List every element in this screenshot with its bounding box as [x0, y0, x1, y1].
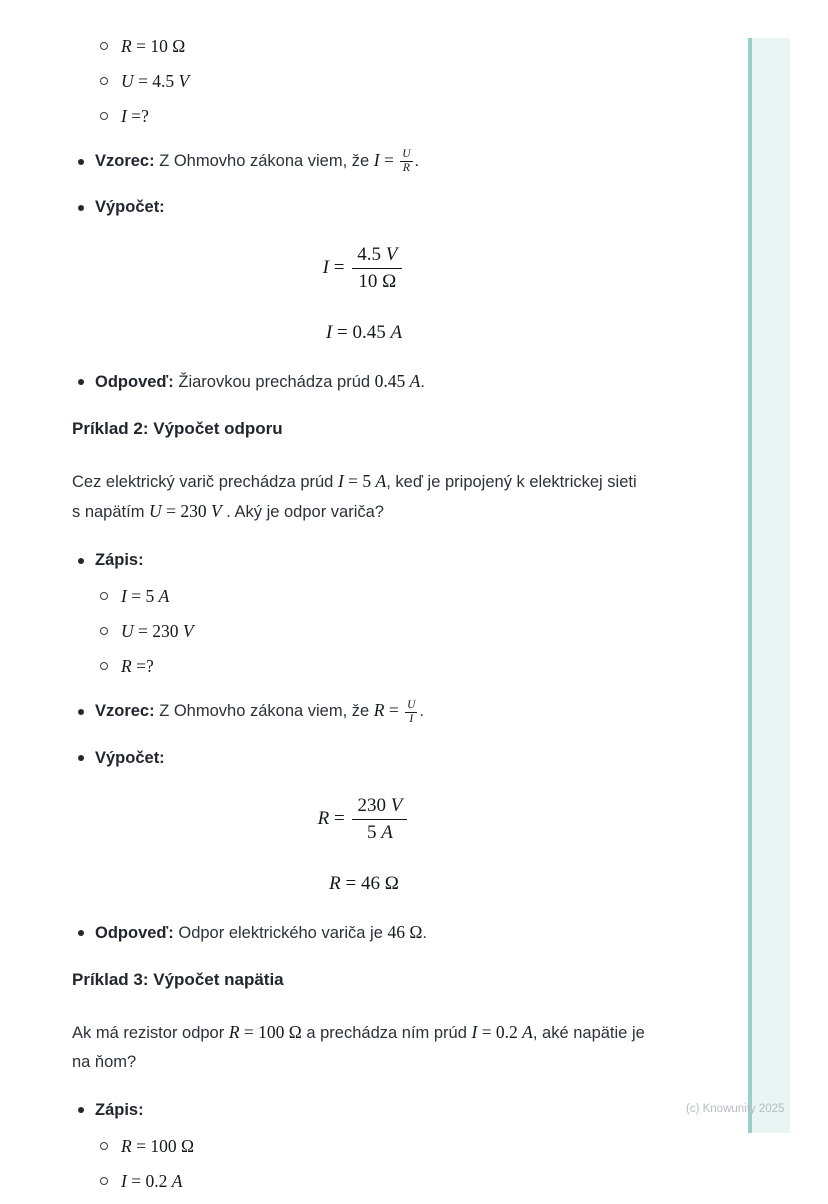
math-token: R	[373, 700, 385, 721]
bullet-body	[95, 920, 427, 946]
math-token: A	[381, 821, 393, 843]
math-token: R	[329, 872, 341, 894]
inline-math	[373, 698, 420, 725]
text-segment: s napätím	[72, 503, 150, 522]
inline-math	[149, 501, 222, 521]
math-token: R	[121, 1135, 132, 1156]
circle-bullet-marker	[100, 1177, 108, 1185]
bullet-body	[95, 369, 425, 395]
circle-bullet-marker	[100, 662, 108, 670]
circle-bullet-marker	[100, 627, 108, 635]
math-token: A	[409, 371, 421, 392]
circle-bullet-marker	[100, 592, 108, 600]
inline-math	[121, 584, 169, 608]
document-content	[72, 34, 656, 1204]
math-token: Ω	[288, 1021, 302, 1042]
math-token: U	[407, 698, 416, 711]
math-token: R	[402, 162, 410, 175]
text-segment: .	[419, 702, 425, 721]
fraction	[405, 699, 417, 726]
math-token: 46	[387, 921, 410, 942]
math-token: =	[329, 257, 350, 279]
math-token: 100	[150, 1135, 181, 1156]
math-token: 230	[152, 621, 183, 642]
math-token: Ω	[384, 872, 399, 894]
sub-list-item	[100, 69, 656, 93]
math-token: A	[158, 586, 170, 607]
sub-list-item	[100, 104, 656, 128]
inline-math	[121, 654, 154, 678]
text-segment: .	[420, 373, 425, 392]
side-accent-bar	[748, 38, 790, 1133]
math-token: 100	[258, 1021, 289, 1042]
math-token: Ω	[172, 36, 186, 56]
bullet-label: Vzorec:	[95, 702, 160, 721]
math-token: A	[375, 471, 387, 492]
watermark: (c) Knowunity 2025	[686, 1103, 785, 1115]
sub-list-item	[100, 1134, 656, 1158]
bullet-item	[72, 746, 656, 771]
display-equation	[72, 243, 656, 294]
sub-list-item	[100, 619, 656, 643]
paragraph-line	[72, 1018, 656, 1048]
math-token: I	[121, 1170, 127, 1191]
math-token: U	[121, 71, 134, 91]
disc-bullet-marker	[78, 558, 84, 564]
section-heading: Príklad 2: Výpočet odporu	[72, 419, 283, 439]
display-equation	[72, 871, 656, 897]
bullet-item	[72, 148, 656, 175]
math-token: I	[409, 712, 414, 725]
disc-bullet-marker	[78, 379, 84, 385]
inline-math	[375, 371, 421, 391]
math-token: =	[343, 471, 363, 492]
math-token: =?	[126, 106, 149, 126]
fraction-denominator	[400, 162, 412, 175]
sub-list	[72, 34, 656, 139]
bullet-item	[72, 369, 656, 395]
bullet-label: Odpoveď:	[95, 923, 179, 942]
paragraph-line	[72, 1048, 656, 1077]
math-token: =	[161, 501, 181, 522]
sub-list-item	[100, 584, 656, 608]
text-segment: Cez elektrický varič prechádza prúd	[72, 473, 338, 492]
inline-math	[387, 922, 422, 942]
display-equation	[72, 794, 656, 845]
disc-bullet-marker	[78, 205, 84, 211]
text-segment: , keď je pripojený k elektrickej sieti	[386, 473, 637, 492]
text-segment: na ňom?	[72, 1052, 137, 1071]
bullet-item	[72, 195, 656, 220]
bullet-body	[95, 1098, 144, 1123]
bullet-body	[95, 548, 144, 573]
math-token: =	[131, 36, 151, 56]
fraction-numerator	[405, 699, 417, 713]
math-token: =	[384, 700, 404, 721]
math-token: =	[332, 322, 353, 344]
sub-list-item	[100, 654, 656, 678]
display-equation	[72, 320, 656, 346]
paragraph	[72, 1018, 656, 1077]
inline-math	[338, 471, 386, 491]
text-segment: Ak má rezistor odpor	[72, 1023, 229, 1042]
math-token: Ω	[180, 1135, 194, 1156]
fraction-numerator	[352, 794, 407, 820]
inline-math	[121, 34, 185, 58]
bullet-label: Výpočet:	[95, 748, 165, 767]
text-segment: Žiarovkou prechádza prúd	[178, 373, 375, 392]
math-token: Ω	[382, 271, 397, 293]
bullet-item	[72, 1098, 656, 1123]
text-segment: Odpor elektrického variča je	[178, 923, 388, 942]
math-token: 4.5	[152, 71, 179, 91]
math-token: I	[121, 106, 127, 126]
bullet-item	[72, 548, 656, 573]
math-token: I	[471, 1021, 478, 1042]
fraction-numerator	[400, 148, 412, 162]
math-token: V	[182, 621, 194, 642]
math-token: 230	[180, 501, 211, 522]
math-token: I	[337, 471, 344, 492]
text-segment: Z Ohmovho zákona viem, že	[159, 702, 374, 721]
math-token: I	[121, 586, 127, 607]
display-math	[317, 794, 411, 843]
fraction-denominator	[352, 820, 407, 845]
math-token: A	[522, 1021, 533, 1042]
inline-math	[121, 619, 194, 643]
inline-math	[229, 1022, 302, 1042]
math-token: =	[126, 1170, 146, 1191]
circle-bullet-marker	[100, 42, 108, 50]
bullet-item	[72, 920, 656, 946]
math-token: Ω	[409, 921, 423, 942]
circle-bullet-marker	[100, 77, 108, 85]
math-token: R	[228, 1021, 240, 1042]
section-heading: Príklad 3: Výpočet napätia	[72, 969, 284, 989]
fraction-denominator	[352, 269, 402, 294]
bullet-label: Výpočet:	[95, 198, 165, 217]
math-token: A	[390, 322, 403, 344]
math-token: 46	[360, 872, 385, 894]
math-token: =	[477, 1021, 496, 1042]
disc-bullet-marker	[78, 159, 84, 165]
math-token: U	[149, 501, 162, 522]
bullet-label: Zápis:	[95, 1100, 144, 1119]
math-token: 4.5	[357, 244, 386, 266]
bullet-label: Odpoveď:	[95, 373, 179, 392]
text-segment: Z Ohmovho zákona viem, že	[159, 152, 374, 170]
math-token: R	[121, 36, 132, 56]
fraction	[352, 243, 402, 294]
text-segment: .	[422, 923, 427, 942]
math-token: =	[239, 1021, 259, 1042]
bullet-body	[95, 195, 165, 220]
disc-bullet-marker	[78, 709, 84, 715]
fraction-numerator	[352, 243, 402, 269]
math-token: =	[133, 621, 153, 642]
math-token: U	[121, 621, 134, 642]
math-token: 5	[362, 471, 376, 492]
fraction	[400, 148, 412, 175]
math-token: I	[322, 257, 329, 279]
math-token: 10	[358, 271, 383, 293]
math-token: =	[379, 150, 399, 170]
math-token: R	[121, 656, 132, 677]
inline-math	[373, 148, 415, 175]
fraction-denominator	[405, 713, 417, 726]
math-token: =	[126, 586, 146, 607]
bullet-label: Zápis:	[95, 551, 144, 570]
bullet-body	[95, 746, 165, 771]
bullet-label: Vzorec:	[95, 152, 160, 170]
inline-math	[121, 1134, 194, 1158]
disc-bullet-marker	[78, 1107, 84, 1113]
inline-math	[121, 1169, 182, 1193]
math-token: V	[385, 244, 398, 266]
bullet-body	[95, 698, 424, 725]
inline-math	[121, 69, 189, 93]
display-math	[326, 322, 402, 343]
math-token: =?	[131, 656, 154, 677]
sub-list	[72, 584, 656, 689]
math-token: 5	[366, 821, 382, 843]
bullet-body	[95, 148, 419, 175]
bullet-item	[72, 698, 656, 725]
math-token: =	[131, 1135, 151, 1156]
display-math	[322, 244, 406, 293]
math-token: U	[402, 148, 411, 161]
text-segment: , aké napätie je	[532, 1023, 645, 1042]
text-segment: a prechádza ním prúd	[301, 1023, 472, 1042]
math-token: I	[373, 150, 380, 170]
math-token: I	[325, 322, 333, 344]
paragraph-line	[72, 467, 656, 497]
paragraph	[72, 467, 656, 527]
math-token: 0.45	[352, 322, 391, 344]
sub-list-item	[100, 1169, 656, 1193]
sub-list-item	[100, 34, 656, 58]
display-math	[329, 873, 399, 894]
circle-bullet-marker	[100, 112, 108, 120]
math-token: V	[390, 794, 403, 816]
math-token: 0.45	[374, 371, 410, 392]
disc-bullet-marker	[78, 755, 84, 761]
math-token: R	[317, 807, 330, 829]
inline-math	[471, 1022, 532, 1042]
math-token: =	[329, 807, 350, 829]
disc-bullet-marker	[78, 930, 84, 936]
math-token: 0.2	[145, 1170, 172, 1191]
sub-list	[72, 1134, 656, 1204]
text-segment: . Aký je odpor variča?	[221, 503, 384, 522]
fraction	[352, 794, 407, 845]
circle-bullet-marker	[100, 1142, 108, 1150]
math-token: =	[340, 872, 361, 894]
math-token: 10	[150, 36, 173, 56]
math-token: V	[178, 71, 190, 91]
math-token: 5	[145, 586, 159, 607]
paragraph-line	[72, 497, 656, 527]
text-segment: .	[414, 152, 420, 170]
math-token: 0.2	[495, 1021, 523, 1042]
math-token: A	[171, 1170, 183, 1191]
math-token: 230	[357, 794, 391, 816]
math-token: =	[133, 71, 153, 91]
math-token: V	[210, 501, 222, 522]
inline-math	[121, 104, 149, 128]
